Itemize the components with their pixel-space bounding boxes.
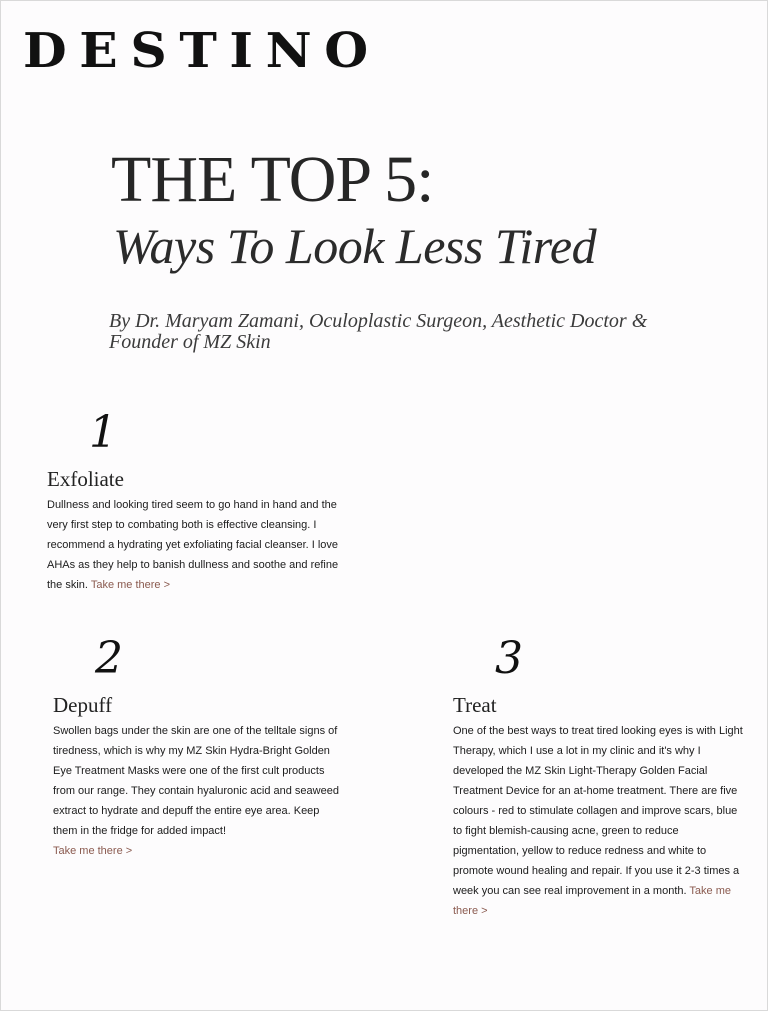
tip-body-text: One of the best ways to treat tired looking eyes is with Light Therapy, which I use a lot in my clinic and it's why I developed the MZ Skin Light-Therapy Golden Facial Treatment Device for an at-home treatment. There are five colours - red to stimulate collagen and improve scars, blue to fight blemish-causing acne, green to reduce pigmentation, yellow to reduce redness and white to promote wound healing and repair. If you use it 2-3 times a week you can see real improvement in a month.: [453, 725, 743, 897]
tip-number: 3: [495, 633, 523, 684]
tip-number: 1: [89, 407, 117, 458]
author-byline: By Dr. Maryam Zamani, Oculoplastic Surgeon, Aesthetic Doctor & Founder of MZ Skin: [109, 310, 648, 353]
tip-number: 2: [95, 633, 123, 684]
tip-body: [53, 721, 343, 861]
page-subtitle: Ways To Look Less Tired: [113, 218, 597, 274]
page-title: THE TOP 5:: [111, 143, 434, 216]
tip-body: [453, 721, 743, 921]
take-me-there-link[interactable]: Take me there >: [453, 885, 731, 917]
tip-body-text: Swollen bags under the skin are one of the telltale signs of tiredness, which is why my MZ Skin Hydra-Bright Golden Eye Treatment Masks were one of the first cult products from our range. They contain hyaluronic acid and seaweed extract to hydrate and depuff the entire eye area. Keep them in the fridge for added impact!: [53, 725, 339, 837]
tip-heading: Exfoliate: [47, 467, 124, 491]
tip-body-text: Dullness and looking tired seem to go hand in hand and the very first step to combating both is effective cleansing. I recommend a hydrating yet exfoliating facial cleanser. I love AHAs as they help to banish dullness and soothe and refine the skin.: [47, 499, 339, 591]
take-me-there-link[interactable]: Take me there >: [53, 845, 133, 857]
tip-heading: Treat: [453, 693, 497, 717]
take-me-there-link[interactable]: Take me there >: [90, 579, 171, 591]
tip-heading: Depuff: [53, 693, 113, 717]
brand-logo: DESTINO: [23, 23, 381, 79]
tip-body: [47, 495, 347, 595]
